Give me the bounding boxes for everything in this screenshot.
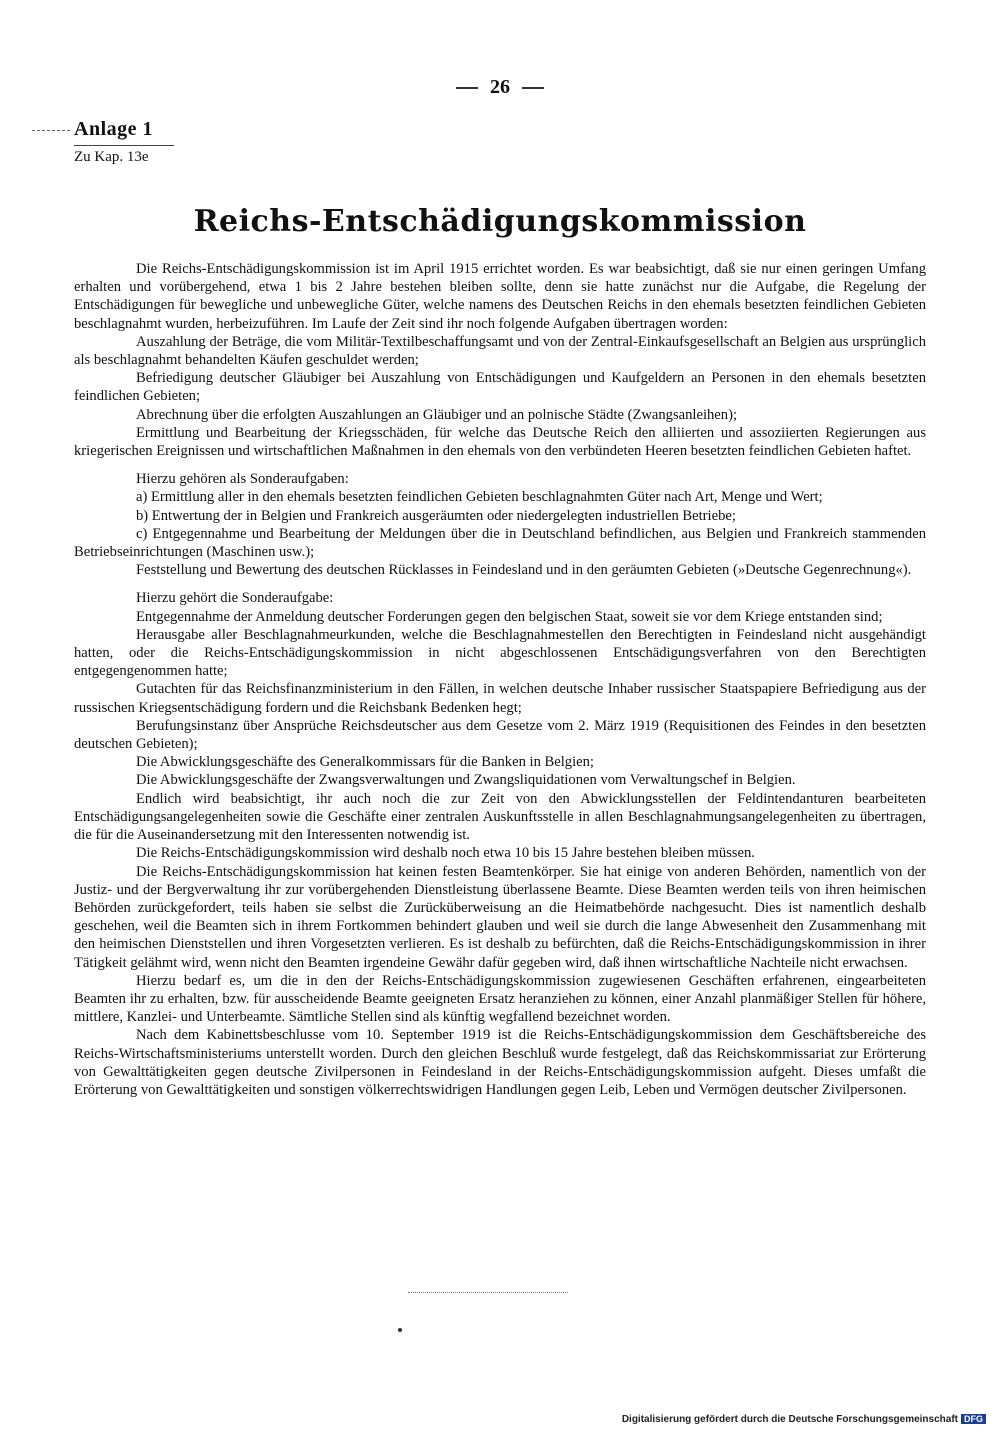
paragraph: Abrechnung über die erfolgten Auszahlungen an Gläubiger und an polnische Städte (Zwangsanleihen);: [136, 406, 737, 423]
paragraph: Hierzu bedarf es, um die in den der Reichs-Entschädigungskommission zugewiesenen Geschäften erfahrenen, eingearbeiteten Beamten ihr zu erhalten, bzw. für ausscheidende Beamte geeigneten Ersatz heranziehen zu können, einer Anzahl planmäßiger Stellen für höhere, mittlere, Kanzlei- und Unterbeamte. Sämtliche Stellen sind als künftig wegfallend bezeichnet worden.: [74, 972, 926, 1026]
annex-label: [74, 118, 174, 166]
paragraph: Befriedigung deutscher Gläubiger bei Auszahlung von Entschädigungen und Kaufgeldern an Personen in den ehemals besetzten feindlichen Gebieten;: [74, 370, 926, 405]
annex-subtitle: Zu Kap. 13e: [74, 145, 174, 166]
paragraph: Die Reichs-Entschädigungskommission wird deshalb noch etwa 10 bis 15 Jahre bestehen bleiben müssen.: [136, 845, 755, 862]
footer-rule: [408, 1292, 568, 1293]
paragraph: Berufungsinstanz über Ansprüche Reichsdeutscher aus dem Gesetze vom 2. März 1919 (Requisitionen des Feindes in den besetzten deutschen Gebieten);: [74, 717, 926, 753]
paragraph: Auszahlung der Beträge, die vom Militär-Textilbeschaffungsamt und von der Zentral-Einkaufsgesellschaft an Belgien aus ursprünglich als beschlagnahmt behandelten Käufen geschuldet werden;: [74, 333, 926, 369]
paragraph: Feststellung und Bewertung des deutschen Rücklasses in Feindesland und in den geräumten Gebieten (»Deutsche Gegenrechnung«).: [136, 562, 912, 579]
credit-text: Digitalisierung gefördert durch die Deutsche Forschungsgemeinschaft: [621, 1414, 958, 1425]
annex-rule: [32, 130, 70, 131]
paragraph: Die Reichs-Entschädigungskommission hat keinen festen Beamtenkörper. Sie hat einige von anderen Behörden, namentlich von der Justiz- und der Bergverwaltung ihr zur vorübergehenden Dienstleistung überlassene Beamte. Diese Beamten werden teils von ihren heimischen Behörden zurückgefordert, teils haben sie selbst die Zurücküberweisung an die Heimatbehörde nachgesucht. Dies ist namentlich deshalb geschehen, weil die Beamten sich in ihrem Fortkommen behindert glauben und weil sie durch die lange Abwesenheit den Zusammenhang mit den heimischen Dienststellen und ihren Vorgesetzten verlieren. Es ist deshalb zu befürchten, daß die Reichs-Entschädigungskommission in ihrer Tätigkeit gelähmt wird, wenn nicht den Beamten irgendeine Gewähr dafür gegeben wird, daß ihnen wirtschaftliche Nachteile nicht erwachsen.: [74, 863, 926, 971]
list-item: a) Ermittlung aller in den ehemals besetzten feindlichen Gebieten beschlagnahmten Güter nach Art, Menge und Wert;: [136, 489, 823, 506]
list-item: b) Entwertung der in Belgien und Frankreich ausgeräumten oder niedergelegten industriellen Betriebe;: [136, 507, 736, 524]
footer-dot: [398, 1328, 402, 1332]
paragraph: Hierzu gehören als Sonderaufgaben:: [136, 471, 349, 488]
paragraph: Hierzu gehört die Sonderaufgabe:: [136, 590, 334, 607]
paragraph: Die Reichs-Entschädigungskommission ist im April 1915 errichtet worden. Es war beabsichtigt, daß sie nur einen geringen Umfang erhalten und vorübergehend, etwa 1 bis 2 Jahre bestehen bleiben sollte, denn sie hatte zunächst nur die Aufgabe, die Regelung der Entschädigungen für bewegliche und unbewegliche Güter, welche namens des Deutschen Reichs in den ehemals besetzten feindlichen Gebieten beschlagnahmt wurden, herbeizuführen. Im Laufe der Zeit sind ihr noch folgende Aufgaben übertragen worden:: [74, 261, 926, 332]
dfg-logo: DFG: [961, 1414, 986, 1424]
page-number-dash-right: [522, 87, 544, 89]
paragraph: Ermittlung und Bearbeitung der Kriegsschäden, für welche das Deutsche Reich den alliierten und assoziierten Regierungen aus kriegerischen Ereignissen und wirtschaftlichen Maßnahmen in den ehemals von den verbündeten Heeren besetzten feindlichen Gebieten haftet.: [74, 424, 926, 460]
paragraph: Die Abwicklungsgeschäfte der Zwangsverwaltungen und Zwangsliquidationen vom Verwaltungschef in Belgien.: [136, 772, 796, 789]
paragraph: Die Abwicklungsgeschäfte des Generalkommissars für die Banken in Belgien;: [136, 754, 594, 771]
paragraph: Endlich wird beabsichtigt, ihr auch noch die zur Zeit von den Abwicklungsstellen der Feldintendanturen bearbeiteten Entschädigungsangelegenheiten sowie die Geschäfte einer zentralen Auskunftsstelle in allen Beschlagnahmungsangelegenheiten zu übertragen, die für die Auseinandersetzung mit den Interessenten notwendig ist.: [74, 790, 926, 844]
annex-title: Anlage 1: [74, 118, 153, 140]
paragraph: Gutachten für das Reichsfinanzministerium in den Fällen, in welchen deutsche Inhaber russischer Staatspapiere Befriedigung aus der russischen Kriegsentschädigung fordern und die Reichsbank Bedenken hegt;: [74, 681, 926, 716]
paragraph: Nach dem Kabinettsbeschlusse vom 10. September 1919 ist die Reichs-Entschädigungskommission dem Geschäftsbereiche des Reichs-Wirtschaftsministeriums unterstellt worden. Durch den gleichen Beschluß wurde festgelegt, daß das Reichskommissariat zur Erörterung von Gewalttätigkeiten gegen deutsche Zivilpersonen in Feindesland in der Reichs-Entschädigungskommission aufgeht. Dieses umfaßt die Erörterung von Gewalttätigkeiten und sonstigen völkerrechtswidrigen Handlungen gegen Leib, Leben und Vermögen deutscher Zivilpersonen.: [74, 1027, 926, 1098]
paragraph: Entgegennahme der Anmeldung deutscher Forderungen gegen den belgischen Staat, soweit sie vor dem Kriege entstanden sind;: [136, 608, 883, 625]
document-body: [74, 260, 926, 1099]
list-item: c) Entgegennahme und Bearbeitung der Meldungen über die in Deutschland befindlichen, aus Belgien und Frankreich stammenden Betriebseinrichtungen (Maschinen usw.);: [74, 525, 926, 561]
paragraph: Herausgabe aller Beschlagnahmeurkunden, welche die Beschlagnahmestellen den Berechtigten in Feindesland nicht ausgehändigt hatten, oder die Reichs-Entschädigungskommission in nicht abgeschlossenen Entschädigungsverfahren von den Berechtigten entgegengenommen hatte;: [74, 626, 926, 680]
digitization-credit: [622, 1414, 986, 1425]
page-number: [0, 76, 1000, 99]
document-title: Reichs-Entschädigungskommission: [193, 204, 807, 239]
page-number-dash-left: [456, 87, 478, 89]
page-number-text: 26: [490, 76, 510, 98]
